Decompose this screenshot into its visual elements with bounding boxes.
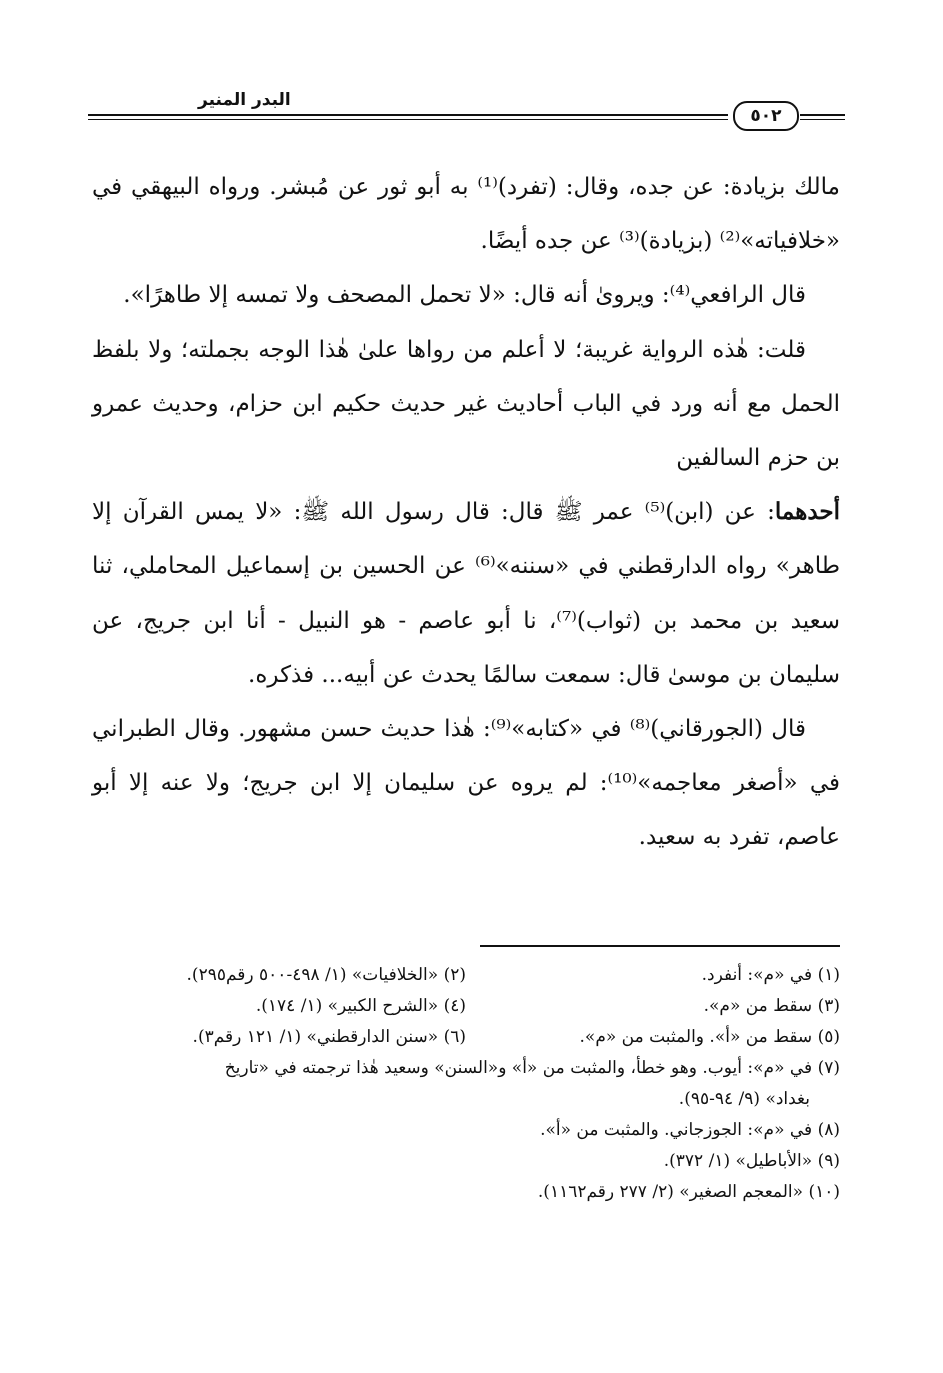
page-header bbox=[88, 88, 845, 138]
footnote-row bbox=[92, 1022, 840, 1053]
paragraph-5: قال (الجورقاني)⁽⁸⁾ في «كتابه»⁽⁹⁾: هٰذا حديث حسن مشهور. وقال الطبراني في «أصغر معاجمه»⁽¹⁰⁾: لم يروه عن سليمان إلا ابن جريج؛ ولا عنه إلا أبو عاصم، تفرد به سعيد. bbox=[92, 716, 840, 851]
footnote-9: (٩) «الأباطيل» (١/ ٣٧٢). bbox=[663, 1151, 840, 1171]
page-number-badge: ٥٠٢ bbox=[733, 101, 799, 131]
footnote-3: (٣) سقط من «م». bbox=[703, 996, 840, 1016]
paragraph-1: مالك بزيادة: عن جده، وقال: (تفرد)⁽¹⁾ به أبو ثور عن مُبشر. ورواه البيهقي في «خلافياته»⁽²⁾ (بزيادة)⁽³⁾ عن جده أيضًا. bbox=[92, 174, 841, 255]
footnote-row bbox=[92, 991, 840, 1022]
paragraph-2: قال الرافعي⁽⁴⁾: ويروىٰ أنه قال: «لا تحمل المصحف ولا تمسه إلا طاهرًا». bbox=[123, 282, 806, 309]
footnote-7: (٧) في «م»: أيوب. وهو خطأ، والمثبت من «أ» و«السنن» وسعيد هٰذا ترجمته في «تاريخ bbox=[224, 1058, 840, 1078]
footnote-4: (٤) «الشرح الكبير» (١/ ١٧٤). bbox=[255, 996, 466, 1016]
footnote-2: (٢) «الخلافيات» (١/ ٤٩٨-٥٠٠ رقم٢٩٥). bbox=[186, 965, 466, 985]
paragraph-4 bbox=[92, 485, 840, 702]
footnote-row bbox=[92, 960, 840, 991]
paragraph-3: قلت: هٰذه الرواية غريبة؛ لا أعلم من رواها علىٰ هٰذا الوجه بجملته؛ ولا بلفظ الحمل مع أنه ورد في الباب أحاديث غير حديث حكيم ابن حزام، وحديث عمرو بن حزم السالفين bbox=[92, 336, 840, 472]
footnote-5: (٥) سقط من «أ». والمثبت من «م». bbox=[579, 1027, 840, 1047]
paragraph-4-text: : عن (ابن)⁽⁵⁾ عمر ﷺ قال: قال رسول الله ﷺ: «لا يمس القرآن إلا طاهر» رواه الدارقطني في «سننه»⁽⁶⁾ عن الحسين بن إسماعيل المحاملي، ثنا سعيد بن محمد بن (ثواب)⁽⁷⁾، نا أبو عاصم - هو النبيل - أنا ابن جريج، عن سليمان بن موسىٰ قال: سمعت سالمًا يحدث عن أبيه... فذكره. bbox=[92, 499, 841, 688]
header-rule-right bbox=[800, 114, 845, 116]
footnote-1: (١) في «م»: أنفرد. bbox=[701, 965, 840, 985]
footnote-10: (١٠) «المعجم الصغير» (٢/ ٢٧٧ رقم١١٦٢). bbox=[537, 1182, 840, 1202]
footnote-separator bbox=[480, 945, 840, 947]
footnote-6: (٦) «سنن الدارقطني» (١/ ١٢١ رقم٣). bbox=[192, 1027, 466, 1047]
footnote-8: (٨) في «م»: الجوزجاني. والمثبت من «أ». bbox=[540, 1120, 840, 1140]
main-text bbox=[92, 160, 840, 865]
header-rule-right-thin bbox=[800, 119, 845, 120]
footnotes bbox=[92, 960, 840, 1208]
header-rule bbox=[88, 114, 728, 116]
footnote-7-continuation: بغداد» (٩/ ٩٤-٩٥). bbox=[678, 1089, 810, 1109]
running-title: البدر المنير bbox=[198, 90, 291, 110]
header-rule-thin bbox=[88, 119, 728, 120]
paragraph-4-lead: أحدهما bbox=[774, 498, 841, 526]
